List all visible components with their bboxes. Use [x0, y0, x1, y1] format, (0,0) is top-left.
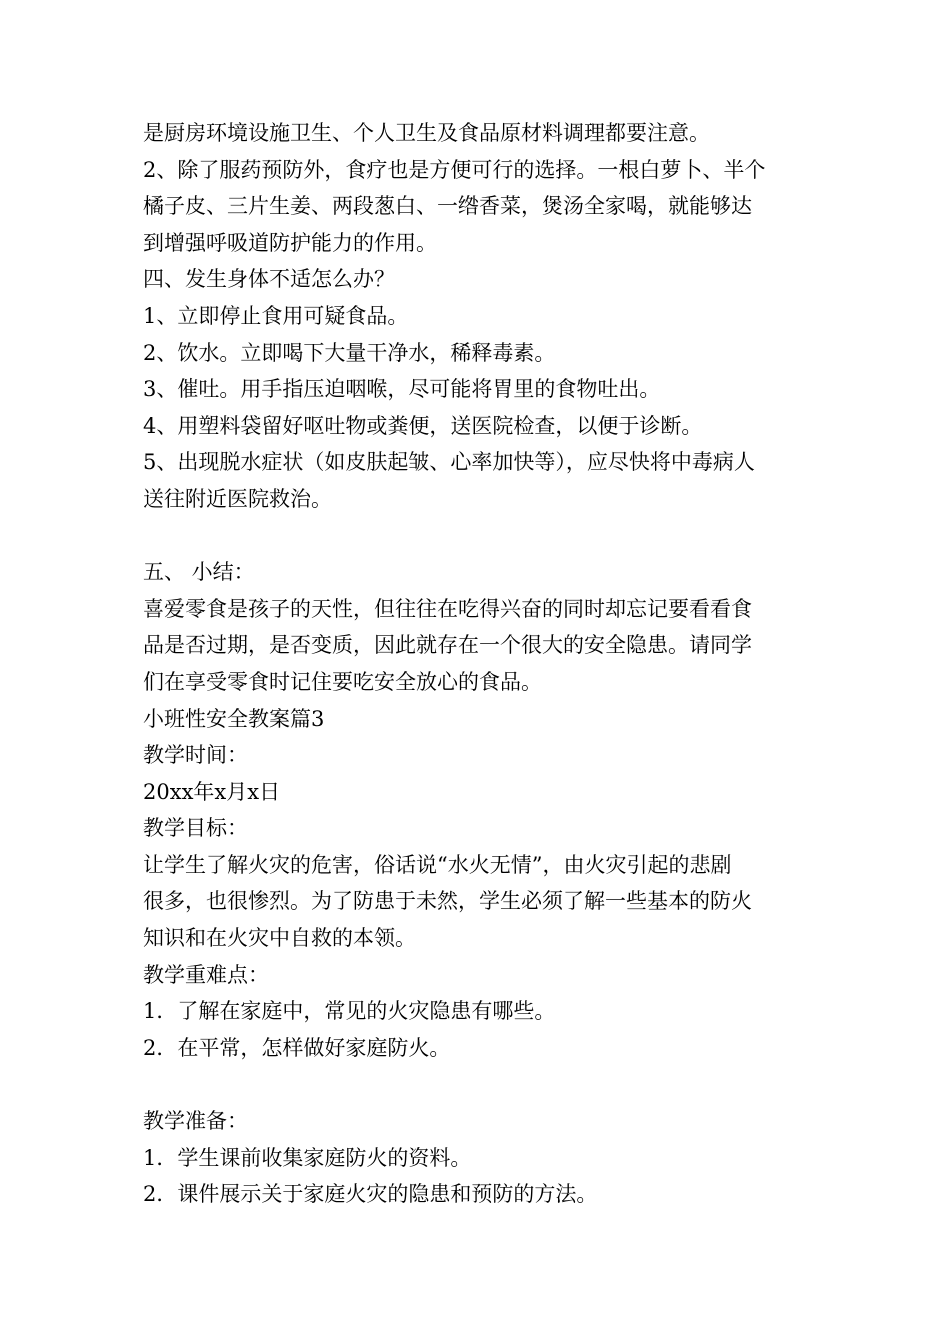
section-heading: 四、发生身体不适怎么办？ [143, 267, 395, 292]
text-line: 2．课件展示关于家庭火灾的隐患和预防的方法。 [143, 1182, 598, 1207]
blank-line [143, 1066, 823, 1103]
text-line: 教学目标： [143, 816, 248, 841]
text-line: 2、饮水。立即喝下大量干净水，稀释毒素。 [143, 340, 556, 365]
text-line: 橘子皮、三片生姜、两段葱白、一绺香菜，煲汤全家喝，就能够达 [143, 194, 752, 219]
text-line: 很多，也很惨烈。为了防患于未然，学生必须了解一些基本的防火 [143, 889, 752, 914]
text-line: 品是否过期，是否变质，因此就存在一个很大的安全隐患。请同学 [143, 633, 752, 658]
text-line: 2、除了服药预防外，食疗也是方便可行的选择。一根白萝卜、半个 [143, 157, 766, 182]
text-line: 知识和在火灾中自救的本领。 [143, 926, 416, 951]
section-heading: 五、 小结： [143, 560, 255, 585]
text-line: 1、立即停止食用可疑食品。 [143, 303, 409, 328]
blank-line [143, 518, 823, 555]
text-line: 2．在平常，怎样做好家庭防火。 [143, 1035, 451, 1060]
text-line: 是厨房环境设施卫生、个人卫生及食品原材料调理都要注意。 [143, 121, 710, 145]
text-line: 到增强呼吸道防护能力的作用。 [143, 230, 437, 255]
text-line: 1．了解在家庭中，常见的火灾隐患有哪些。 [143, 999, 556, 1024]
text-line: 们在享受零食时记住要吃安全放心的食品。 [143, 669, 542, 694]
text-line: 送往附近医院救治。 [143, 486, 332, 511]
text-line: 喜爱零食是孩子的天性，但往往在吃得兴奋的同时却忘记要看看食 [143, 596, 752, 621]
text-line: 教学准备： [143, 1109, 248, 1134]
text-line: 1．学生课前收集家庭防火的资料。 [143, 1145, 472, 1170]
text-line: 4、用塑料袋留好呕吐物或粪便，送医院检查，以便于诊断。 [143, 413, 703, 438]
text-line: 让学生了解火灾的危害，俗话说“水火无情”，由火灾引起的悲剧 [143, 852, 732, 877]
text-line: 20xx年x月x日 [143, 779, 281, 804]
text-line: 5、出现脱水症状（如皮肤起皱、心率加快等），应尽快将中毒病人 [143, 450, 755, 475]
text-line: 教学时间： [143, 743, 248, 768]
text-line: 教学重难点： [143, 962, 269, 987]
section-heading: 小班性安全教案篇3 [143, 706, 325, 731]
text-line: 3、催吐。用手指压迫咽喉，尽可能将胃里的食物吐出。 [143, 377, 661, 402]
document-body [143, 115, 823, 1213]
